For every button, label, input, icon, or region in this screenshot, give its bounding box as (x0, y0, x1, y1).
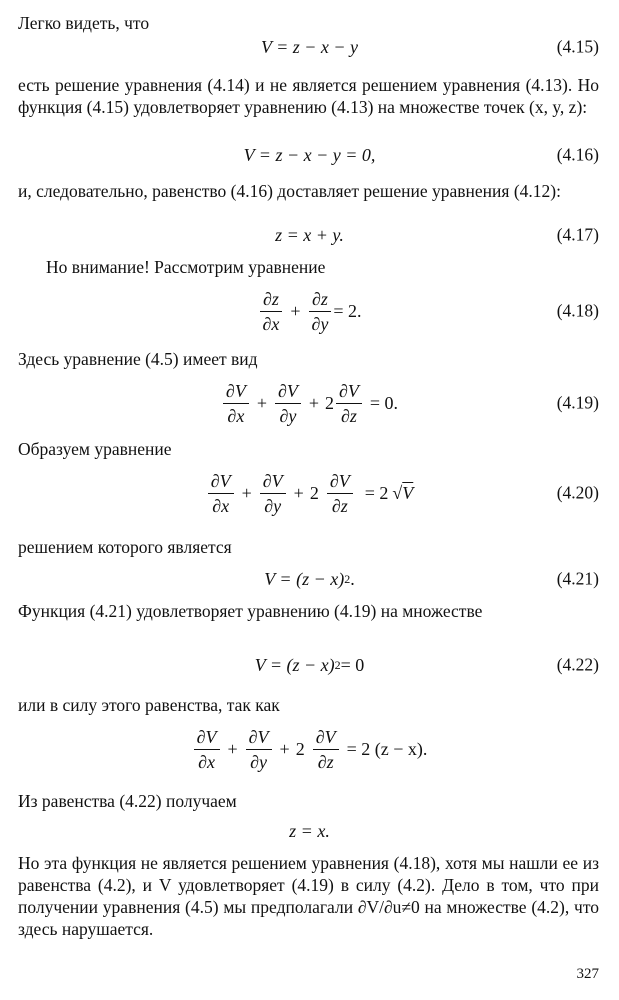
equation-body: V = z − x − y (260, 36, 359, 57)
equation-derivative-sum (0, 724, 619, 774)
equation-body: z = x + y. (275, 224, 344, 245)
paragraph-intro: Легко видеть, что (18, 13, 150, 33)
equation-body: V = (z − x) 2 . (264, 568, 355, 589)
equation-4-20 (0, 468, 619, 518)
fraction-dv-dx: $\frac{\partial V}{\partial x}$ (208, 470, 234, 517)
sqrt-sign: √ (392, 482, 403, 503)
equation-number: (4.16) (556, 144, 599, 165)
fraction-dz-dx: $\frac{\partial z}{\partial x}$ (259, 288, 282, 335)
paragraph-or: или в силу этого равенства, так как (18, 695, 280, 715)
equation-body: $\frac{\partial V}{\partial x}$ + $\frac{\partial V}{\partial y}$ + 2 $\frac{\partial V}{\partial z}$ = 2 (z − x). (192, 726, 428, 773)
paragraph-form: Образуем уравнение (18, 439, 172, 459)
fraction-dz-dy: $\frac{\partial z}{\partial y}$ (309, 288, 332, 335)
paragraph-attention: Но внимание! Рассмотрим уравнение (46, 257, 326, 277)
equation-z-equals-x (0, 806, 619, 856)
sqrt-radicand: V (402, 482, 414, 503)
equation-body: $\frac{\partial V}{\partial x}$ + $\frac{\partial V}{\partial y}$ + 2 $\frac{\partial V}{\partial z}$ = 2 √ V (206, 470, 414, 517)
equation-body: $\frac{\partial V}{\partial x}$ + $\frac{\partial V}{\partial y}$ + 2 $\frac{\partial V}{\partial z}$ = 0. (221, 380, 398, 427)
paragraph-conclusion: Но эта функция не является решением уравнения (4.18), хотя мы нашли ее из равенства (4.2), и V удовлетворяет (4.19) в силу (4.2). Дело в том, что при получении уравнения (4.5) мы предполагали ∂V/∂u≠0 на множестве (4.2), что здесь нарушается. (18, 853, 599, 939)
equation-body: V = (z − x) 2 = 0 (254, 654, 365, 675)
equation-body: z = x. (289, 820, 330, 841)
fraction-dv-dz: $\frac{\partial V}{\partial z}$ (336, 380, 362, 427)
paragraph-consequently: и, следовательно, равенство (4.16) доставляет решение уравнения (4.12): (18, 181, 561, 201)
fraction-dv-dy: $\frac{\partial V}{\partial y}$ (260, 470, 286, 517)
equation-number: (4.18) (556, 300, 599, 321)
equation-number: (4.17) (556, 224, 599, 245)
fraction-dv-dz: $\frac{\partial V}{\partial z}$ (313, 726, 339, 773)
equation-number: (4.20) (556, 482, 599, 503)
fraction-dv-dx: $\frac{\partial V}{\partial x}$ (194, 726, 220, 773)
equation-number: (4.15) (556, 36, 599, 57)
equation-body: V = z − x − y = 0, (243, 144, 376, 165)
fraction-dv-dx: $\frac{\partial V}{\partial x}$ (223, 380, 249, 427)
fraction-dv-dz: $\frac{\partial V}{\partial z}$ (327, 470, 353, 517)
paragraph-whose-solution: решением которого является (18, 537, 232, 557)
paragraph-solution: есть решение уравнения (4.14) и не является решением уравнения (4.13). Но функция (4.15) удовлетворяет уравнению (4.13) на множестве точек (x, y, z): (18, 75, 599, 117)
equation-4-18 (0, 286, 619, 336)
equation-4-15 (0, 22, 619, 72)
paragraph-here: Здесь уравнение (4.5) имеет вид (18, 349, 258, 369)
paragraph-from-equality: Из равенства (4.22) получаем (18, 791, 237, 811)
equation-number: (4.22) (556, 654, 599, 675)
equation-4-17 (0, 210, 619, 260)
equation-number: (4.19) (556, 392, 599, 413)
equation-4-21 (0, 554, 619, 604)
equation-4-19 (0, 378, 619, 428)
equation-number: (4.21) (556, 568, 599, 589)
equation-body: $\frac{\partial z}{\partial x}$ + $\frac{\partial z}{\partial y}$ = 2. (257, 288, 361, 335)
fraction-dv-dy: $\frac{\partial V}{\partial y}$ (275, 380, 301, 427)
paragraph-function: Функция (4.21) удовлетворяет уравнению (4.19) на множестве (18, 601, 483, 621)
equation-4-16 (0, 130, 619, 180)
fraction-dv-dy: $\frac{\partial V}{\partial y}$ (246, 726, 272, 773)
equation-4-22 (0, 640, 619, 690)
page-number: 327 (576, 966, 599, 982)
